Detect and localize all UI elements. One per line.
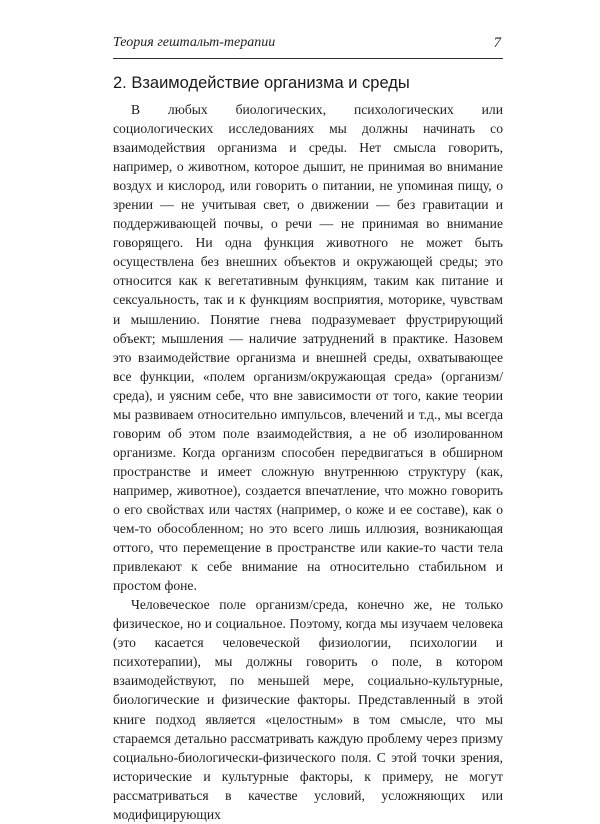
paragraph: Человеческое поле организм/среда, конечно же, не только физическое, но и социальное. Поэтому, когда мы изучаем человека (это касается человеческой физиологии, психологии и психотерапии), мы должны говорить о поле, в котором взаимодействуют, по меньшей мере, социально-культурные, биологические и физические факторы. Представленный в этой книге подход является «целостным» в том смысле, что мы стараемся детально рассматривать каждую проблему через призму социально-биологически-физического поля. С этой точки зрения, исторические и культурные факторы, к примеру, не могут рассматриваться в качестве условий, усложняющих или модифицирующих <box>113 597 503 822</box>
section-heading: 2. Взаимодействие организма и среды <box>113 74 410 92</box>
header-rule <box>113 58 503 59</box>
page-number: 7 <box>493 35 501 51</box>
body-text <box>113 100 503 824</box>
running-header <box>113 33 501 53</box>
paragraph: В любых биологических, психологических или социологических исследованиях мы должны начинать со взаимодействия организма и среды. Нет смысла говорить, например, о животном, которое дышит, не принимая во внимание воздух и кислород, или говорить о питании, не упоминая пищу, о зрении — не учитывая свет, о движении — без гравитации и поддерживающей почвы, о речи — не принимая во внимание говорящего. Ни одна функция животного не может быть осуществлена без внешних объектов и окружающей среды; это относится как к вегетативным функциям, таким как питание и сексуальность, так и к функциям восприятия, моторике, чувствам и мышлению. Понятие гнева подразумевает фрустрирующий объект; мышления — наличие затруднений в практике. Назовем это взаимодействие организма и внешней среды, охватывающее все функции, «полем организм/окружающая среда» (организм/среда), и уясним себе, что вне зависимости от того, какие теории мы развиваем относительно импульсов, влечений и т.д., мы всегда говорим об этом поле взаимодействия, а не об изолированном организме. Когда организм способен передвигаться в обширном пространстве и имеет сложную внутреннюю структуру (как, например, животное), создается впечатление, что можно говорить о его свойствах или частях (например, о коже и ее составе), как о чем-то обособленном; но это всего лишь иллюзия, возникающая оттого, что перемещение в пространстве или какие-то части тела привлекают к себе внимание на относительно стабильном и простом фоне. <box>113 102 503 594</box>
running-title: Теория гештальт-терапии <box>113 35 276 50</box>
